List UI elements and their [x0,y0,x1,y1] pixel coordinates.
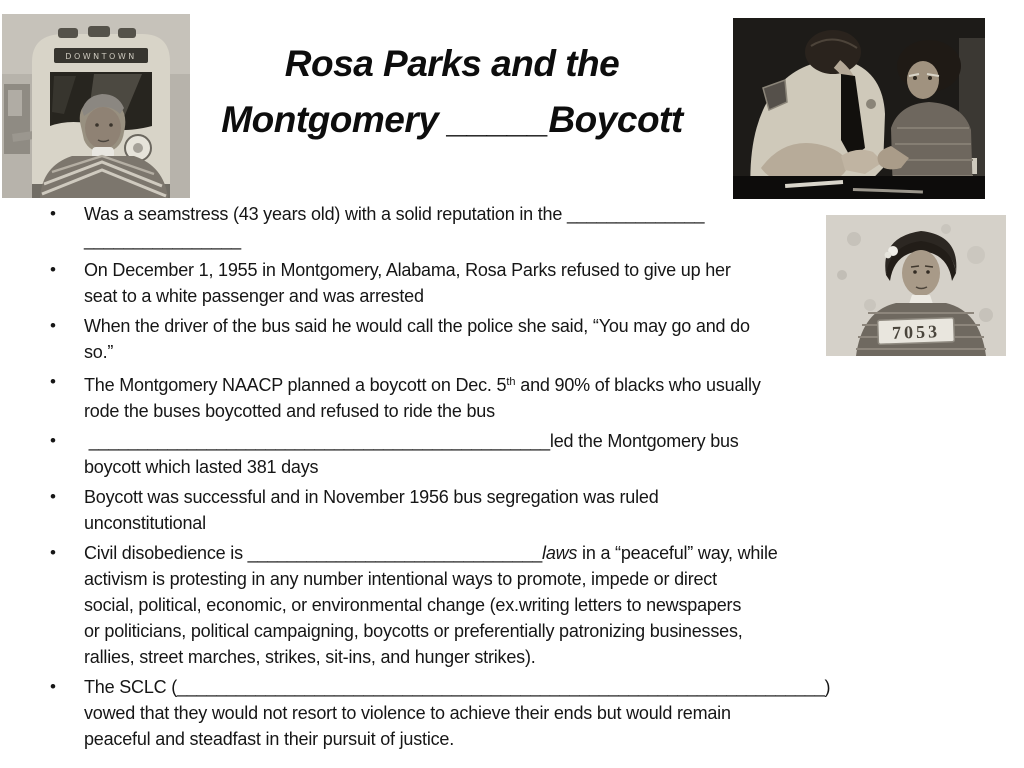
bullet-marker: • [50,204,56,223]
text-segment: social, political, economic, or environmental change (ex.writing letters to newspapers [84,595,742,615]
text-segment: unconstitutional [84,513,206,533]
text-segment: The SCLC (__________________________________________________________________) [84,677,831,697]
bullet-text [84,543,778,667]
text-segment: th [506,376,516,388]
text-segment: Civil disobedience is ______________________________ [84,543,543,563]
text-segment: ________________ [84,230,241,250]
text-segment: seat to a white passenger and was arrested [84,286,424,306]
text-segment: or politicians, political campaigning, boycotts or preferentially patronizing businesses, [84,621,743,641]
text-segment: boycott which lasted 381 days [84,457,319,477]
text-segment: in a “peaceful” way, while [577,543,778,563]
bullet-item [48,484,838,536]
bullet-item [48,313,838,365]
text-segment: The Montgomery NAACP planned a boycott on Dec. 5 [84,375,507,395]
text-segment: activism is protesting in any number intentional ways to promote, impede or direct [84,569,717,589]
bullet-marker: • [50,543,56,562]
bullet-text [84,487,659,533]
text-segment: so.” [84,342,114,362]
bullet-marker: • [50,316,56,335]
text-segment: On December 1, 1955 in Montgomery, Alabama, Rosa Parks refused to give up her [84,260,731,280]
bullet-text [84,204,704,250]
slide-title-line2: Montgomery _____Boycott [221,99,683,140]
text-segment: rode the buses boycotted and refused to ride the bus [84,401,495,421]
bullet-marker: • [50,372,56,391]
text-segment: rallies, street marches, strikes, sit-ins, and hunger strikes). [84,647,536,667]
bullet-item [48,201,838,253]
slide-title-line1: Rosa Parks and the [284,43,620,84]
text-segment: peaceful and steadfast in their pursuit of justice. [84,729,455,749]
slide-title [112,36,792,148]
bullet-item [48,540,838,670]
text-segment: Was a seamstress (43 years old) with a solid reputation in the ______________ [84,204,705,224]
bullet-marker: • [50,260,56,279]
bullet-marker: • [50,677,56,696]
mugshot-placard-number: 7053 [891,321,941,343]
bus-destination-sign: DOWNTOWN [65,52,137,61]
bullet-text [84,316,750,362]
fingerprinting-photo [733,18,985,199]
bullet-marker: • [50,487,56,506]
bullet-item [48,369,838,424]
bullet-text [84,677,830,749]
bullet-item [48,674,838,752]
text-segment: When the driver of the bus said he would call the police she said, “You may go and do [84,316,750,336]
text-segment: laws [542,543,578,563]
bullet-text [84,260,731,306]
bullet-text [84,375,761,421]
text-segment: _______________________________________________led the Montgomery bus [84,431,739,451]
bullet-item [48,428,838,480]
text-segment: and 90% of blacks who usually [515,375,761,395]
text-segment: vowed that they would not resort to violence to achieve their ends but would remain [84,703,731,723]
text-segment: Boycott was successful and in November 1956 bus segregation was ruled [84,487,659,507]
bullet-marker: • [50,431,56,450]
bullet-list [48,201,838,756]
bullet-item [48,257,838,309]
mugshot-photo [826,215,1006,356]
bullet-text [84,431,739,477]
bus-photo [2,14,190,198]
